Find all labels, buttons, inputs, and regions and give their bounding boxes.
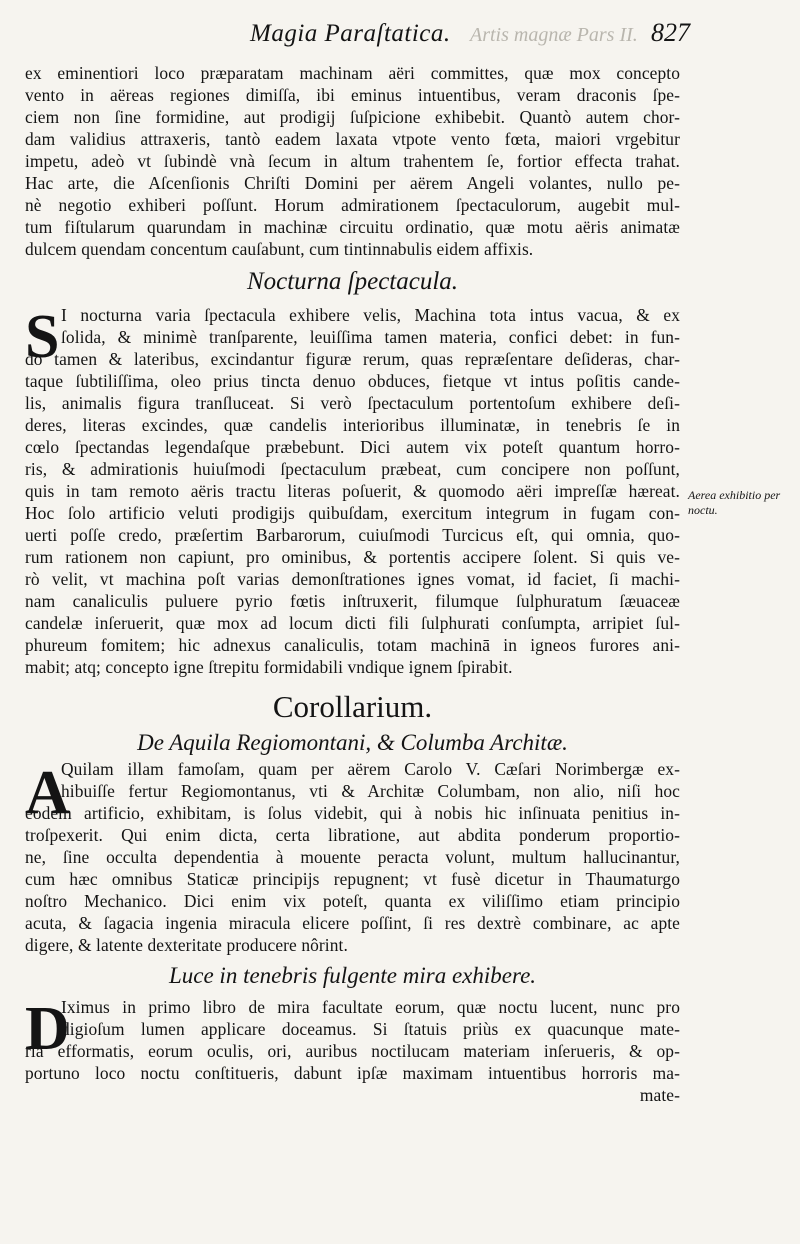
text-line: noſtro Mechanico. Dici enim vix poteſt, quanta ex viliſſimo etiam principio xyxy=(25,891,680,911)
text-line: cœlo ſpectandas legendaſque præbebunt. Dici autem vix poteſt quantum horro- xyxy=(25,437,680,457)
text-line: Iximus in primo libro de mira facultate eorum, quæ noctu lucent, nunc pro xyxy=(61,997,680,1017)
text-line: phureum fomitem; hic adnexus canaliculis, totam machinā in igneos furores ani- xyxy=(25,635,680,655)
text-line: mabit; atq; concepto igne ſtrepitu formidabili vndique ignem ſpirabit. xyxy=(25,657,513,677)
paragraph-luce xyxy=(25,996,680,1106)
text-line: deres, literas excindes, quæ candelis interioribus illuminatæ, in tenebris ſe in xyxy=(25,415,680,435)
text-line: troſpexerit. Qui enim dicta, certa libratione, aut abdita ponderum proportio- xyxy=(25,825,680,845)
page-body xyxy=(25,62,680,1106)
text-line: ne, ſine occulta dependentia à mouente peracta volunt, multum hallucinantur, xyxy=(25,847,680,867)
text-line: ris, & admirationis huiuſmodi ſpectaculum præbeat, cum concipere non poſſunt, xyxy=(25,459,680,479)
text-line: candelæ inſeruerit, quæ mox ad locum dicti fili ſulphurati conſumpta, arripiet ſul- xyxy=(25,613,680,633)
text-line: ſolida, & minimè tranſparente, leuiſſima tamen materia, confici debet: in fun- xyxy=(61,327,680,347)
page-header xyxy=(130,18,690,54)
drop-cap: A xyxy=(25,759,70,827)
catchword: mate- xyxy=(639,1085,680,1105)
text-line: tum fiſtularum quarundam in machinæ circuitu ordinatio, quæ motu aëris animatæ xyxy=(25,217,680,237)
heading-aquila: De Aquila Regiomontani, & Columba Architæ. xyxy=(137,730,568,755)
text-line: dulcem quendam concentum cauſabunt, cum tintinnabulis eidem affixis. xyxy=(25,239,534,259)
text-line: lis, animalis figura tranſluceat. Si verò ſpectaculum portentoſum exhibere deſi- xyxy=(25,393,680,413)
paragraph-machina xyxy=(25,62,680,260)
paragraph-nocturna xyxy=(25,304,680,678)
text-line: portuno loco noctu conſtitueris, dabunt ipſæ maximam intuentibus horroris ma- xyxy=(25,1063,680,1083)
text-line: I nocturna varia ſpectacula exhibere velis, Machina tota intus vacua, & ex xyxy=(61,305,680,325)
text-line: Hac arte, die Aſcenſionis Chriſti Domini per aërem Angeli volantes, nullo pe- xyxy=(25,173,680,193)
text-line: vento in aëreas regiones dimiſſa, ibi eminus intuentibus, veram draconis ſpe- xyxy=(25,85,680,105)
text-line: cum hæc omnibus Staticæ principijs repugnent; vt fusè dicetur in Thaumaturgo xyxy=(25,869,680,889)
text-line: ciem non ſine formidine, aut prodigij ſuſpicione exhibebit. Quantò autem chor- xyxy=(25,107,680,127)
text-line: ria efformatis, eorum oculis, ori, auribus noctilucam materiam inſerueris, & op- xyxy=(25,1041,680,1061)
text-line: digere, & latente dexteritate producere nôrint. xyxy=(25,935,348,955)
page-number: 827 xyxy=(651,18,690,47)
show-through-header: Artis magnæ Pars II. xyxy=(470,24,638,46)
paragraph-aquila xyxy=(25,758,680,956)
text-line: Hoc ſolo artificio veluti prodigijs quibuſdam, exercitum integrum in fugam con- xyxy=(25,503,680,523)
margin-note-aerea: Aerea exhibitio per noctu. xyxy=(688,488,781,517)
text-line: do tamen & lateribus, excindantur figuræ rerum, quas repræſentare deſideras, char- xyxy=(25,349,680,369)
text-line: nam canaliculis puluere pyrio fœtis inſtruxerit, filumque ſulphuratum ſæuaceæ xyxy=(25,591,680,611)
text-line: ex eminentiori loco præparatam machinam aëri committes, quæ mox concepto xyxy=(25,63,680,83)
text-line: impetu, adeò vt ſubindè vnà ſecum in altum trahentem ſe, fortior effecta trahat. xyxy=(25,151,680,171)
heading-corollarium: Corollarium. xyxy=(272,689,433,724)
text-line: uerti poſſe credo, præſertim Barbarorum, cuiuſmodi Turcicus eſt, qui omnia, quo- xyxy=(25,525,680,545)
text-line: nè negotio exhiberi poſſunt. Horum admirationem ſpectaculorum, augebit mul- xyxy=(25,195,680,215)
heading-luce: Luce in tenebris fulgente mira exhibere. xyxy=(168,963,537,988)
heading-nocturna: Nocturna ſpectacula. xyxy=(246,268,459,295)
text-line: hibuiſſe fertur Regiomontanus, vti & Architæ Columbam, non alio, niſi hoc xyxy=(61,781,680,801)
text-line: Quilam illam famoſam, quam per aërem Carolo V. Cæſari Norimbergæ ex- xyxy=(61,759,680,779)
text-line: dam validius attraxeris, tantò eadem laxata vtpote vento fœta, maiori vrgebitur xyxy=(25,129,680,149)
text-line: taque ſubtiliſſima, oleo prius tincta denuo obduces, fietque vt intus poſitis cande- xyxy=(25,371,680,391)
text-line: digioſum lumen applicare doceamus. Si ſtatuis priùs ex quacunque mate- xyxy=(61,1019,680,1039)
drop-cap: D xyxy=(25,995,70,1063)
text-line: rum rationem non capiunt, pro ominibus, & portentis accipere ſolent. Si quis ve- xyxy=(25,547,680,567)
text-line: eodem artificio, exhibitam, is ſolus videbit, qui à nobis hic inſinuata penitius in- xyxy=(25,803,680,823)
running-title: Magia Paraſtatica. xyxy=(250,20,451,47)
text-line: quis in tam remoto aëris tractu literas poſuerit, & quomodo aëri impreſſæ hæreat. xyxy=(25,481,680,501)
drop-cap: S xyxy=(25,303,60,371)
text-line: rò velit, vt machina poſt varias demonſtrationes ignes vomat, id faciet, ſi machi- xyxy=(25,569,680,589)
text-line: acuta, & ſagacia ingenia miracula elicere poſſint, ſi res dextrè combinare, ac apte xyxy=(25,913,680,933)
